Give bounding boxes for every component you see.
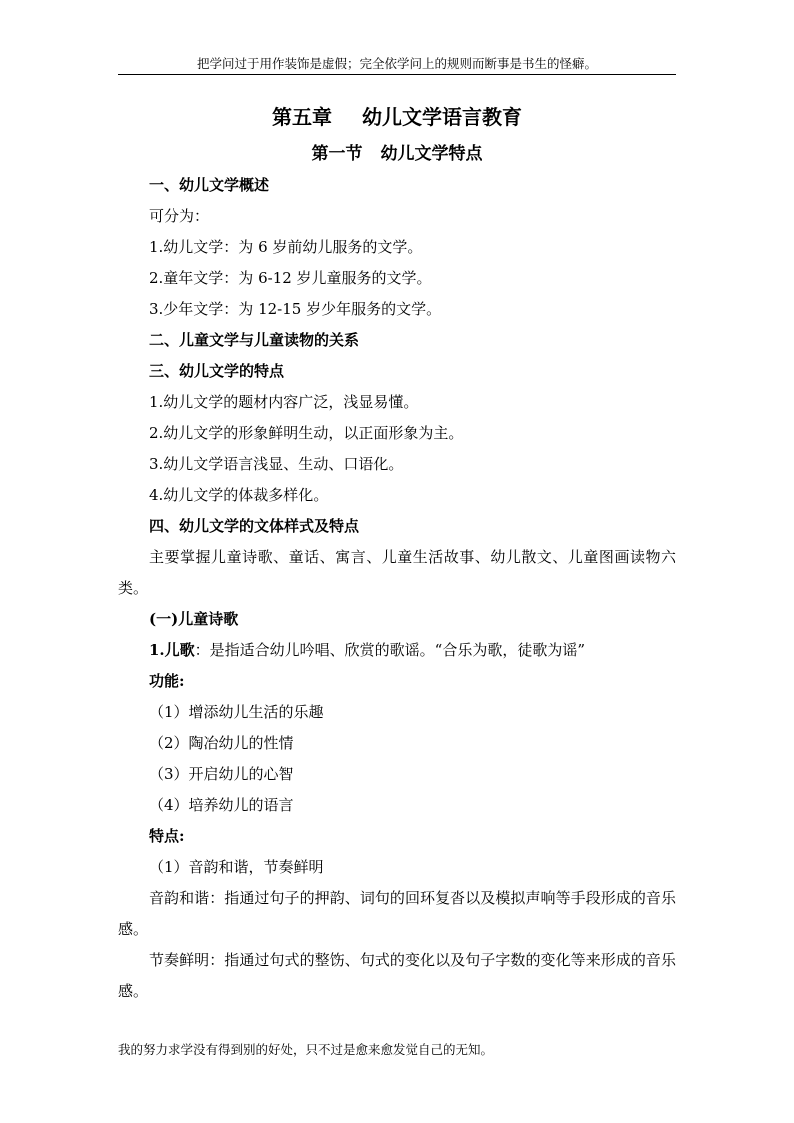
feature-item-2: 2.幼儿文学的形象鲜明生动，以正面形象为主。 [149,424,464,442]
chapter-number: 第五章 [272,105,332,129]
jiezou-paragraph: 节奏鲜明：指通过句式的整饬、句式的变化以及句子字数的变化等来形成的音乐感。 [118,951,676,1000]
page-header: 把学问过于用作装饰是虚假；完全依学问上的规则而断事是书生的怪癖。 [196,56,597,71]
heading-features: 三、幼儿文学的特点 [149,362,285,380]
section-number: 第一节 [311,144,363,164]
heading-relation: 二、儿童文学与儿童读物的关系 [149,331,360,349]
trait-item-1: （1）音韵和谐，节奏鲜明 [149,858,324,876]
divide-item-1: 1.幼儿文学：为 6 岁前幼儿服务的文学。 [149,238,423,256]
erge-label: 1.儿歌 [149,641,195,659]
chapter-title [118,100,676,134]
divide-item-2: 2.童年文学：为 6-12 岁儿童服务的文学。 [149,269,432,287]
section-name: 幼儿文学特点 [380,144,483,164]
header-divider [118,74,676,75]
feature-item-3: 3.幼儿文学语言浅显、生动、口语化。 [149,455,404,473]
chapter-name: 幼儿文学语言教育 [362,105,522,129]
page-content [118,100,676,1007]
function-item-4: （4）培养幼儿的语言 [149,796,294,814]
yinyun-paragraph: 音韵和谐：指通过句子的押韵、词句的回环复沓以及模拟声响等手段形成的音乐感。 [118,889,676,938]
trait-label: 特点: [149,827,185,845]
feature-item-4: 4.幼儿文学的体裁多样化。 [149,486,329,504]
heading-styles: 四、幼儿文学的文体样式及特点 [149,517,360,535]
function-item-3: （3）开启幼儿的心智 [149,765,294,783]
subheading-poetry: (一)儿童诗歌 [149,610,239,628]
divide-intro: 可分为： [149,207,210,225]
erge-text: ：是指适合幼儿吟唱、欣赏的歌谣。“合乐为歌，徒歌为谣” [194,641,586,659]
function-item-2: （2）陶冶幼儿的性情 [149,734,294,752]
page-footer: 我的努力求学没有得到别的好处，只不过是愈来愈发觉自己的无知。 [118,1042,494,1057]
heading-overview: 一、幼儿文学概述 [149,176,270,194]
function-label: 功能: [149,672,185,690]
styles-paragraph: 主要掌握儿童诗歌、童话、寓言、儿童生活故事、幼儿散文、儿童图画读物六类。 [118,548,676,597]
erge-definition [118,635,676,666]
section-title [118,140,676,168]
feature-item-1: 1.幼儿文学的题材内容广泛，浅显易懂。 [149,393,419,411]
divide-item-3: 3.少年文学：为 12-15 岁少年服务的文学。 [149,300,442,318]
function-item-1: （1）增添幼儿生活的乐趣 [149,703,324,721]
